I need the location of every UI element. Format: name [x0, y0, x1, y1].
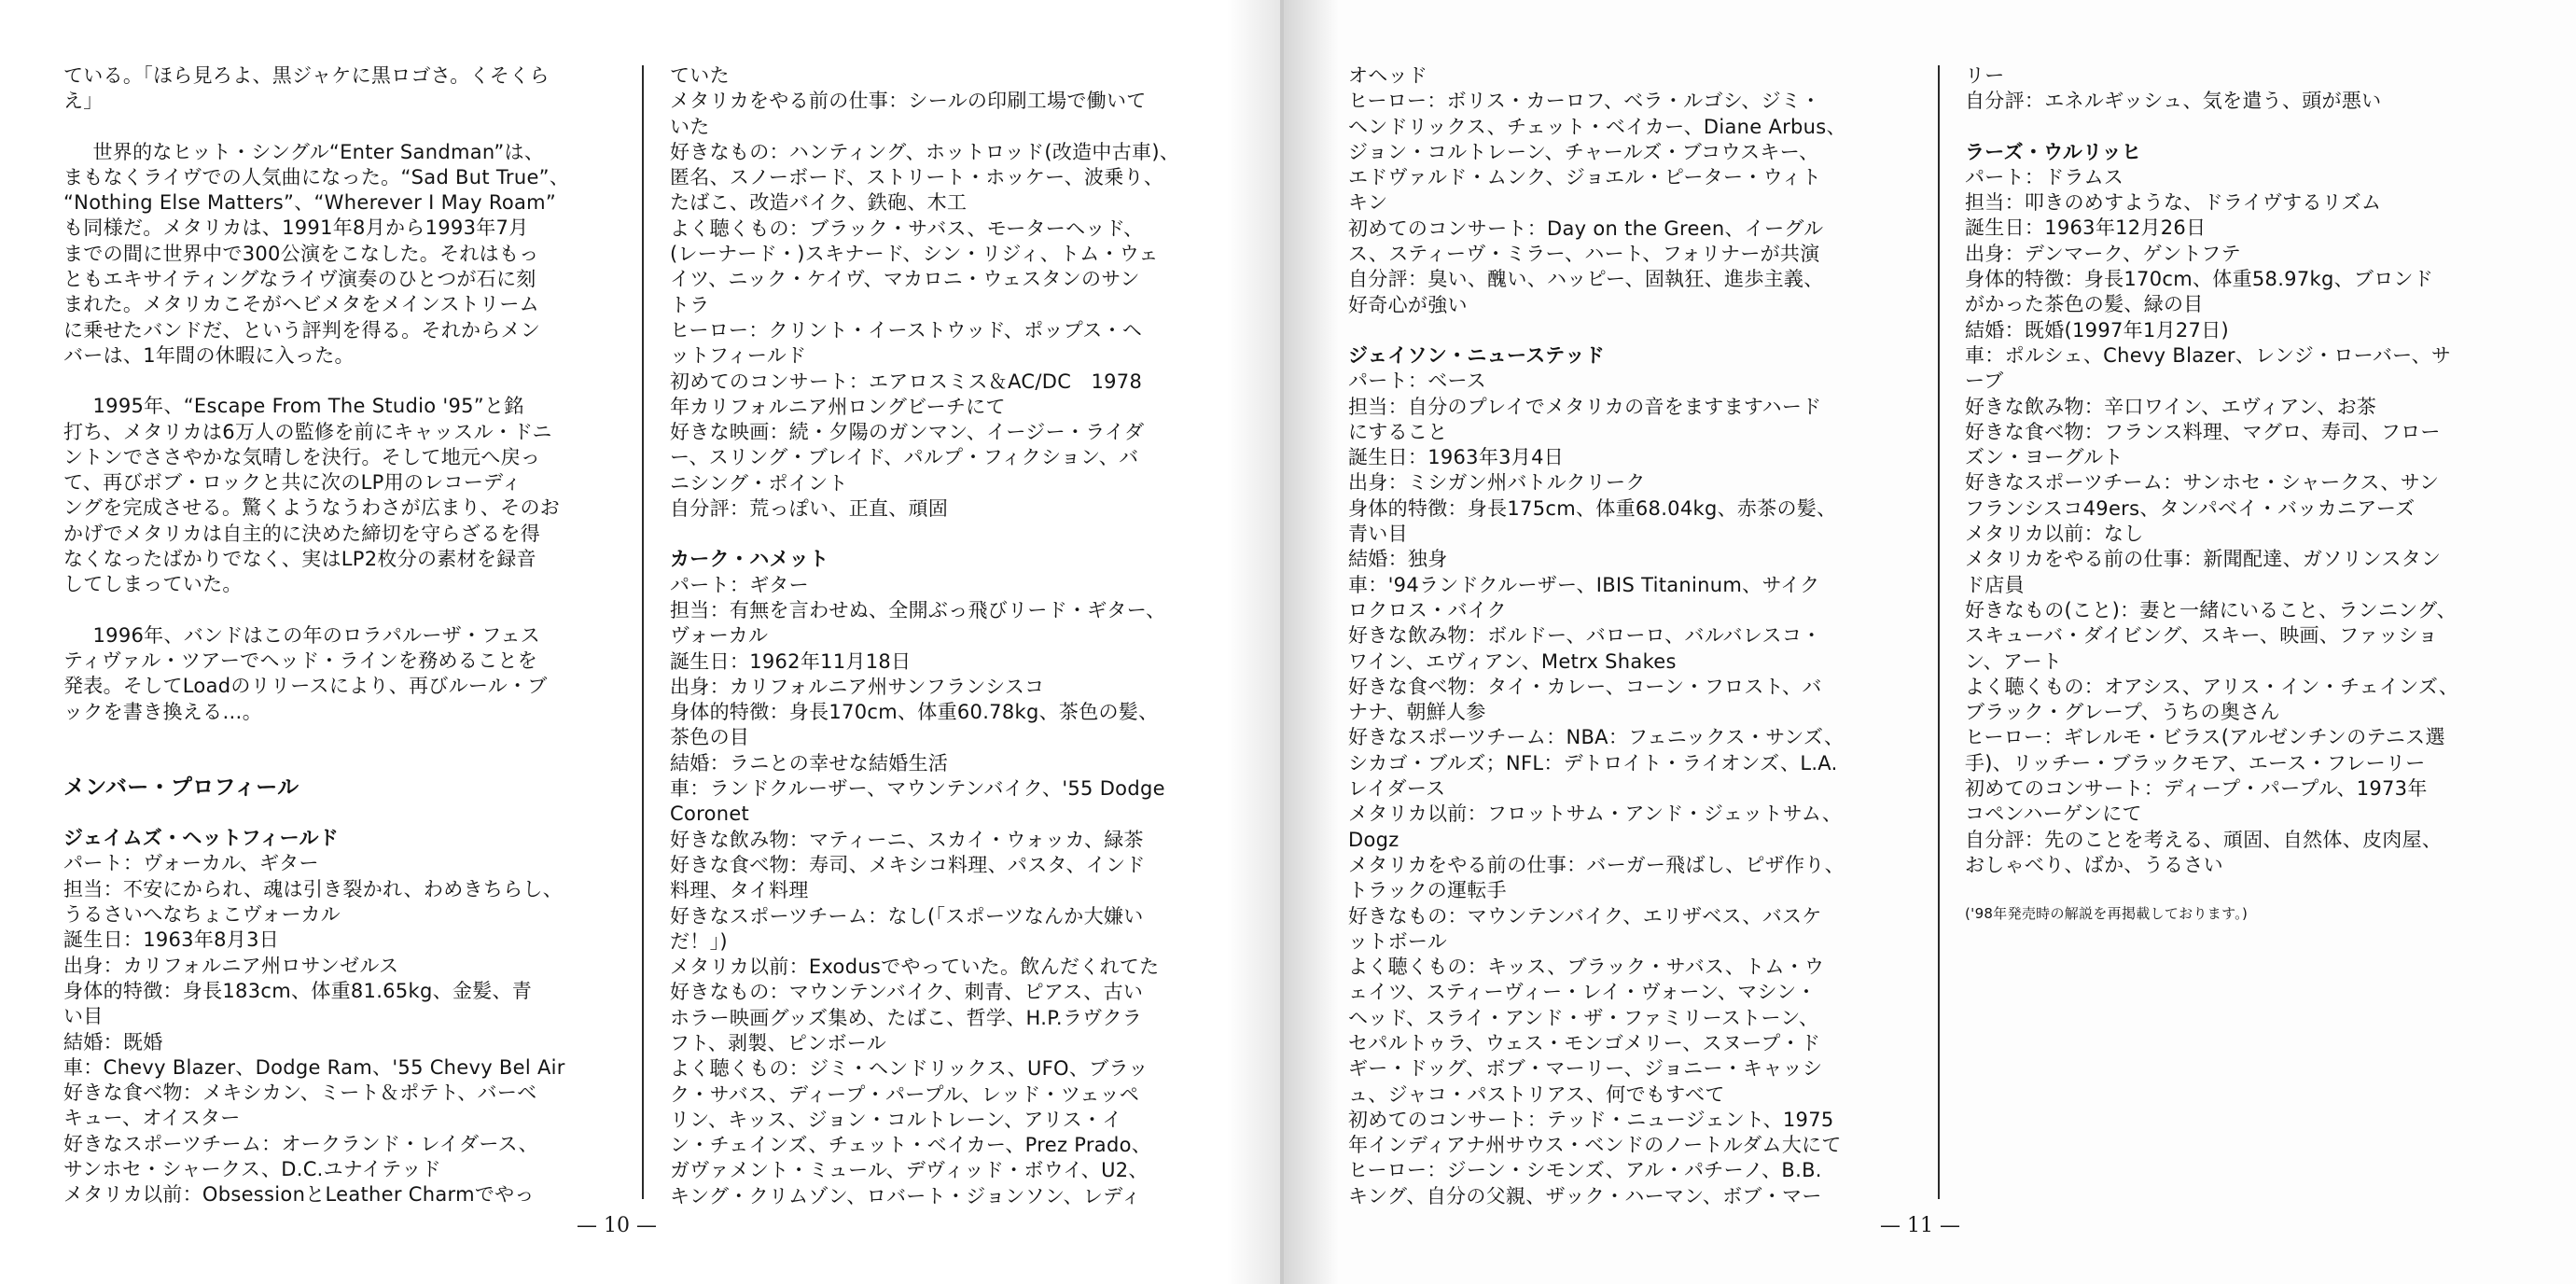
text-line: おしゃべり、ばか、うるさい — [1965, 853, 2223, 876]
gutter-shadow-left — [1227, 0, 1283, 1284]
text-line: ス、スティーヴ・ミラー、ハート、フォリナーが共演 — [1348, 243, 1820, 266]
text-line: 発表。そしてLoadのリリースにより、再びルール・ブ — [63, 675, 548, 698]
text-line: フト、剥製、ピンボール — [670, 1031, 886, 1054]
text-line: ギー・ドッグ、ボブ・マーリー、ジョニー・キャッシ — [1348, 1057, 1823, 1081]
text-line: 結婚：既婚 — [63, 1030, 163, 1054]
paragraph-1 — [63, 140, 614, 370]
text-line: 好きなもの：ハンティング、ホットロッド(改造中古車)、 — [670, 140, 1180, 163]
text-line: 車：'94ランドクルーザー、IBIS Titaninum、サイク — [1348, 573, 1820, 596]
book-spine — [1280, 0, 1284, 1284]
reprint-footnote: ('98年発売時の解説を再掲載しております。) — [1965, 905, 2249, 923]
text-line: メタリカ以前：なし — [1965, 523, 2144, 546]
text-line: ットフィールド — [670, 344, 807, 368]
text-line: 1995年、“Escape From The Studio '95”と銘 — [92, 395, 524, 418]
text-line: 好きなもの(こと)：妻と一緒にいること、ランニング、 — [1965, 598, 2457, 621]
text-line: イツ、ニック・ケイヴ、マカロニ・ウェスタンのサン — [670, 268, 1140, 291]
text-line: 初めてのコンサート：エアロスミス＆AC/DC 1978 — [670, 370, 1143, 393]
text-line: キング、自分の父親、ザック・ハーマン、ボブ・マー — [1348, 1184, 1822, 1207]
text-line: パート：ドラムス — [1965, 165, 2124, 188]
text-line: 担当：不安にかられ、魂は引き裂かれ、わめきちらし、 — [63, 877, 564, 900]
text-line: ェイツ、スティーヴィー・レイ・ヴォーン、マシン・ — [1348, 981, 1817, 1004]
text-line: 自分評：荒っぽい、正直、頑固 — [670, 497, 949, 521]
text-line: 1996年、バンドはこの年のロラパルーザ・フェス — [92, 623, 541, 647]
text-line: 身体的特徴：身長170cm、体重60.78kg、茶色の髪、 — [670, 701, 1159, 724]
text-line: 打ち、メタリカは6万人の監修を前にキャッスル・ドニ — [63, 420, 552, 443]
paragraph-2 — [63, 394, 614, 597]
text-line: がかった茶色の髪、緑の目 — [1965, 293, 2204, 316]
text-line: ヴォーカル — [670, 624, 769, 648]
text-line: 初めてのコンサート：Day on the Green、イーグル — [1348, 216, 1824, 240]
text-line: ン、アート — [1965, 649, 2063, 673]
text-line: 出身：ミシガン州バトルクリーク — [1348, 471, 1646, 495]
text-line: 好きな飲み物：辛口ワイン、エヴィアン、お茶 — [1965, 395, 2377, 418]
text-line: に乗せたバンドだ、という評判を得る。それからメン — [63, 318, 541, 342]
text-line: リン、キッス、ジョン・コルトレーン、アリス・イ — [670, 1108, 1122, 1131]
text-line: 手)、リッチー・ブラックモア、エース・フレーリー — [1965, 751, 2426, 775]
right-page — [1283, 0, 2576, 1284]
text-line: 出身：カリフォルニア州サンフランシスコ — [670, 675, 1045, 698]
text-line: 車：ポルシェ、Chevy Blazer、レンジ・ローバー、サ — [1965, 343, 2452, 367]
text-line: 結婚：ラニとの幸せな結婚生活 — [670, 751, 949, 775]
text-line: よく聴くもの：オアシス、アリス・イン・チェインズ、 — [1965, 675, 2459, 698]
page-number-left: — 10 — — [577, 1214, 657, 1237]
text-line: ヒーロー：ジーン・シモンズ、アル・パチーノ、B.B. — [1348, 1159, 1822, 1182]
text-line: 誕生日：1963年8月3日 — [63, 928, 280, 952]
text-line: メタリカ以前：Exodusでやっていた。飲んだくれてた — [670, 956, 1160, 979]
text-line: トラックの運転手 — [1348, 879, 1507, 902]
member-name-hetfield: ジェイムズ・ヘットフィールド — [63, 827, 340, 850]
text-line: スキューバ・ダイビング、スキー、映画、ファッショ — [1965, 624, 2438, 648]
text-line: 好きな食べ物：メキシカン、ミート＆ポテト、バーベ — [63, 1082, 537, 1105]
text-line: 年インディアナ州サウス・ベンドのノートルダム大にて — [1348, 1134, 1842, 1157]
intro-continued — [63, 63, 614, 115]
text-line: ワイン、エヴィアン、Metrx Shakes — [1348, 649, 1677, 673]
text-line: 結婚：独身 — [1348, 548, 1448, 571]
column-1 — [63, 63, 614, 1208]
text-line: 茶色の目 — [670, 726, 750, 749]
text-line: ティヴァル・ツアーでヘッド・ラインを務めることを — [63, 649, 538, 672]
text-line: 好きな食べ物：寿司、メキシコ料理、パスタ、インド — [670, 853, 1146, 876]
text-line: (レーナード・)スキナード、シン・リジィ、トム・ウェ — [670, 243, 1159, 266]
text-line: ヒーロー：ギレルモ・ビラス(アルゼンチンのテニス選 — [1965, 726, 2445, 749]
text-line: 誕生日：1963年3月4日 — [1348, 446, 1565, 469]
text-line: Dogz — [1348, 828, 1399, 851]
text-line: なくなったばかりでなく、実はLP2枚分の素材を録音 — [63, 548, 536, 571]
text-line: い目 — [63, 1005, 104, 1028]
text-line: Coronet — [670, 802, 750, 826]
text-line: 担当：叩きのめすような、ドライヴするリズム — [1965, 191, 2382, 215]
text-line: うるさいへなちょこヴォーカル — [63, 903, 341, 927]
text-line: 好きな映画：続・夕陽のガンマン、イージー・ライダ — [670, 421, 1145, 444]
text-line: メタリカをやる前の仕事：バーガー飛ばし、ピザ作り、 — [1348, 853, 1845, 876]
text-line: 自分評：エネルギッシュ、気を遣う、頭が悪い — [1965, 90, 2382, 113]
text-line: て、再びボブ・ロックと共に次のLP用のレコーディ — [63, 471, 522, 495]
profile-newsted — [1348, 369, 1894, 1209]
text-line: ズン・ヨーグルト — [1965, 446, 2123, 469]
paragraph-3 — [63, 623, 614, 725]
text-line: 世界的なヒット・シングル“Enter Sandman”は、 — [92, 140, 545, 163]
text-line: してしまっていた。 — [63, 573, 243, 596]
text-line: ーブ — [1965, 370, 2004, 393]
text-line: 誕生日：1963年12月26日 — [1965, 216, 2207, 240]
text-line: よく聴くもの：ブラック・サバス、モーターヘッド、 — [670, 216, 1144, 240]
text-line: いた — [670, 115, 710, 138]
text-line: フランシスコ49ers、タンパベイ・バッカニアーズ — [1965, 496, 2416, 520]
column-divider-left — [642, 65, 644, 1199]
text-line: オヘッド — [1348, 64, 1428, 87]
text-line: ックを書き換える…。 — [63, 700, 262, 723]
text-line: 料理、タイ料理 — [670, 879, 809, 902]
column-2 — [670, 63, 1225, 1209]
text-line: ヒーロー：クリント・イーストウッド、ポップス・ヘ — [670, 318, 1143, 342]
text-line: ていた — [670, 64, 730, 87]
member-name-newsted: ジェイソン・ニューステッド — [1348, 343, 1606, 367]
column-4 — [1965, 63, 2525, 924]
text-line: 自分評：臭い、醜い、ハッピー、固執狂、進歩主義、 — [1348, 268, 1824, 291]
profile-ulrich — [1965, 165, 2525, 878]
text-line: まもなくライヴでの人気曲になった。“Sad But True”、 — [63, 165, 570, 188]
text-line: トラ — [670, 293, 710, 316]
text-line: “Nothing Else Matters”、“Wherever I May Roam” — [63, 191, 557, 215]
text-line: ー、スリング・ブレイド、パルプ・フィクション、バ — [670, 446, 1139, 469]
text-line: メタリカをやる前の仕事：新聞配達、ガソリンスタン — [1965, 548, 2442, 571]
text-line: 好きなスポーツチーム：オークランド・レイダース、 — [63, 1132, 538, 1155]
text-line: 出身：カリフォルニア州ロサンゼルス — [63, 954, 399, 977]
text-line: レイダース — [1348, 777, 1446, 801]
text-line: メタリカ以前：ObsessionとLeather Charmでやっ — [63, 1183, 535, 1207]
text-line: までの間に世界中で300公演をこなした。それはもっ — [63, 242, 539, 265]
text-line: サンホセ・シャークス、D.C.ユナイテッド — [63, 1157, 441, 1180]
profile-hammett — [670, 573, 1225, 1209]
column-divider-right — [1938, 65, 1940, 1199]
text-line: かげでメタリカは自主的に決めた締切を守らざるを得 — [63, 522, 540, 545]
text-line: 誕生日：1962年11月18日 — [670, 649, 912, 673]
text-line: ガヴァメント・ミュール、デヴィッド・ボウイ、U2、 — [670, 1159, 1149, 1182]
text-line: ジョン・コルトレーン、チャールズ・ブコウスキー、 — [1348, 140, 1819, 163]
section-heading: メンバー・プロフィール — [63, 775, 299, 800]
text-line: たばこ、改造バイク、鉄砲、木工 — [670, 191, 968, 215]
member-name-ulrich: ラーズ・ウルリッヒ — [1965, 140, 2142, 163]
profile-newsted-continued — [1965, 63, 2525, 115]
text-line: 好きなもの：マウンテンバイク、エリザベス、バスケ — [1348, 904, 1822, 928]
text-line: ホラー映画グッズ集め、たばこ、哲学、H.P.ラヴクラ — [670, 1006, 1143, 1029]
text-line: 担当：有無を言わせぬ、全開ぶっ飛びリード・ギター、 — [670, 598, 1166, 621]
text-line: 好きなスポーツチーム：なし(「スポーツなんか大嫌い — [670, 904, 1144, 928]
text-line: パート：ギター — [670, 573, 809, 596]
profile-hetfield — [63, 851, 614, 1207]
text-line: 好きなスポーツチーム：NBA：フェニックス・サンズ、 — [1348, 726, 1845, 749]
text-line: ロクロス・バイク — [1348, 598, 1507, 621]
text-line: メタリカ以前：フロットサム・アンド・ジェットサム、 — [1348, 802, 1843, 826]
text-line: 自分評：先のことを考える、頑固、自然体、皮肉屋、 — [1965, 828, 2443, 851]
text-line: 好きなスポーツチーム：サンホセ・シャークス、サン — [1965, 471, 2440, 495]
column-3 — [1348, 63, 1894, 1209]
gutter-shadow-right — [1283, 0, 1339, 1284]
text-line: まれた。メタリカこそがヘビメタをメインストリーム — [63, 293, 539, 316]
text-line: 車：ランドクルーザー、マウンテンバイク、'55 Dodge — [670, 777, 1165, 801]
text-line: だ！」) — [670, 929, 728, 953]
text-line: 身体的特徴：身長183cm、体重81.65kg、金髪、青 — [63, 979, 533, 1002]
text-line: ングを完成させる。驚くようなうわさが広まり、そのお — [63, 496, 561, 520]
text-line: ナナ、朝鮮人参 — [1348, 701, 1486, 724]
text-line: ド店員 — [1965, 573, 2025, 596]
text-line: 身体的特徴：身長170cm、体重58.97kg、ブロンド — [1965, 268, 2434, 291]
profile-hammett-continued — [1348, 63, 1894, 318]
text-line: 好奇心が強い — [1348, 293, 1468, 316]
text-line: ヒーロー：ボリス・カーロフ、ベラ・ルゴシ、ジミ・ — [1348, 90, 1821, 113]
text-line: 初めてのコンサート：ディープ・パープル、1973年 — [1965, 777, 2428, 801]
text-line: キュー、オイスター — [63, 1107, 241, 1130]
text-line: ントンでささやかな気晴しを決行。そして地元へ戻っ — [63, 445, 541, 468]
text-line: バーは、1年間の休暇に入った。 — [63, 343, 355, 367]
text-line: よく聴くもの：ジミ・ヘンドリックス、UFO、ブラッ — [670, 1057, 1149, 1081]
text-line: セパルトゥラ、ウェス・モンゴメリー、スヌープ・ド — [1348, 1031, 1821, 1054]
text-line: ットボール — [1348, 929, 1448, 953]
text-line: 好きなもの：マウンテンバイク、刺青、ピアス、古い — [670, 981, 1144, 1004]
text-line: シカゴ・ブルズ；NFL：デトロイト・ライオンズ、L.A. — [1348, 751, 1838, 775]
text-line: ニシング・ポイント — [670, 471, 848, 495]
text-line: 年カリフォルニア州ロングビーチにて — [670, 395, 1006, 418]
text-line: メタリカをやる前の仕事：シールの印刷工場で働いて — [670, 90, 1147, 113]
text-line: ブラック・グレープ、うちの奥さん — [1965, 701, 2280, 724]
text-line: リー — [1965, 64, 2005, 87]
text-line: 担当：自分のプレイでメタリカの音をますますハード — [1348, 395, 1822, 418]
page-number-right: — 11 — — [1880, 1214, 1960, 1237]
profile-hetfield-continued — [670, 63, 1225, 522]
text-line: 匿名、スノーボード、ストリート・ホッケー、波乗り、 — [670, 166, 1164, 189]
text-line: ている。「ほら見ろよ、黒ジャケに黒ロゴさ。くそくら — [63, 64, 550, 87]
text-line: パート：ベース — [1348, 370, 1487, 393]
text-line: パート：ヴォーカル、ギター — [63, 852, 319, 875]
text-line: 初めてのコンサート：テッド・ニュージェント、1975 — [1348, 1108, 1834, 1131]
text-line: キン — [1348, 191, 1388, 215]
member-name-hammett: カーク・ハメット — [670, 548, 829, 571]
text-line: 身体的特徴：身長175cm、体重68.04kg、赤茶の髪、 — [1348, 496, 1837, 520]
text-line: 車：Chevy Blazer、Dodge Ram、'55 Chevy Bel Air — [63, 1055, 565, 1079]
text-line: 好きな食べ物：タイ・カレー、コーン・フロスト、バ — [1348, 675, 1822, 698]
text-line: ン・チェインズ、チェット・ベイカー、Prez Prado、 — [670, 1134, 1152, 1157]
text-line: ともエキサイティングなライヴ演奏のひとつが石に刻 — [63, 268, 536, 291]
text-line: にすること — [1348, 420, 1448, 443]
text-line: 好きな食べ物：フランス料理、マグロ、寿司、フロー — [1965, 420, 2441, 443]
text-line: ヘンドリックス、チェット・ベイカー、Diane Arbus、 — [1348, 115, 1846, 138]
text-line: コペンハーゲンにて — [1965, 802, 2142, 826]
text-line: ュ、ジャコ・パストリアス、何でもすべて — [1348, 1082, 1725, 1106]
text-line: ヘッド、スライ・アンド・ザ・ファミリーストーン、 — [1348, 1006, 1819, 1029]
text-line: 青い目 — [1348, 523, 1408, 546]
text-line: え」 — [63, 90, 104, 113]
text-line: ク・サバス、ディープ・パープル、レッド・ツェッペ — [670, 1082, 1140, 1106]
left-page — [0, 0, 1283, 1284]
text-line: エドヴァルド・ムンク、ジョエル・ピーター・ウィト — [1348, 166, 1822, 189]
text-line: 出身：デンマーク、ゲントフテ — [1965, 242, 2241, 265]
text-line: 好きな飲み物：ボルドー、バローロ、バルバレスコ・ — [1348, 624, 1822, 648]
text-line: キング・クリムゾン、ロバート・ジョンソン、レディ — [670, 1184, 1142, 1207]
text-line: 結婚：既婚(1997年1月27日) — [1965, 318, 2230, 342]
text-line: 好きな飲み物：マティーニ、スカイ・ウォッカ、緑茶 — [670, 828, 1144, 851]
text-line: よく聴くもの：キッス、ブラック・サバス、トム・ウ — [1348, 956, 1825, 979]
text-line: も同様だ。メタリカは、1991年8月から1993年7月 — [63, 216, 529, 240]
